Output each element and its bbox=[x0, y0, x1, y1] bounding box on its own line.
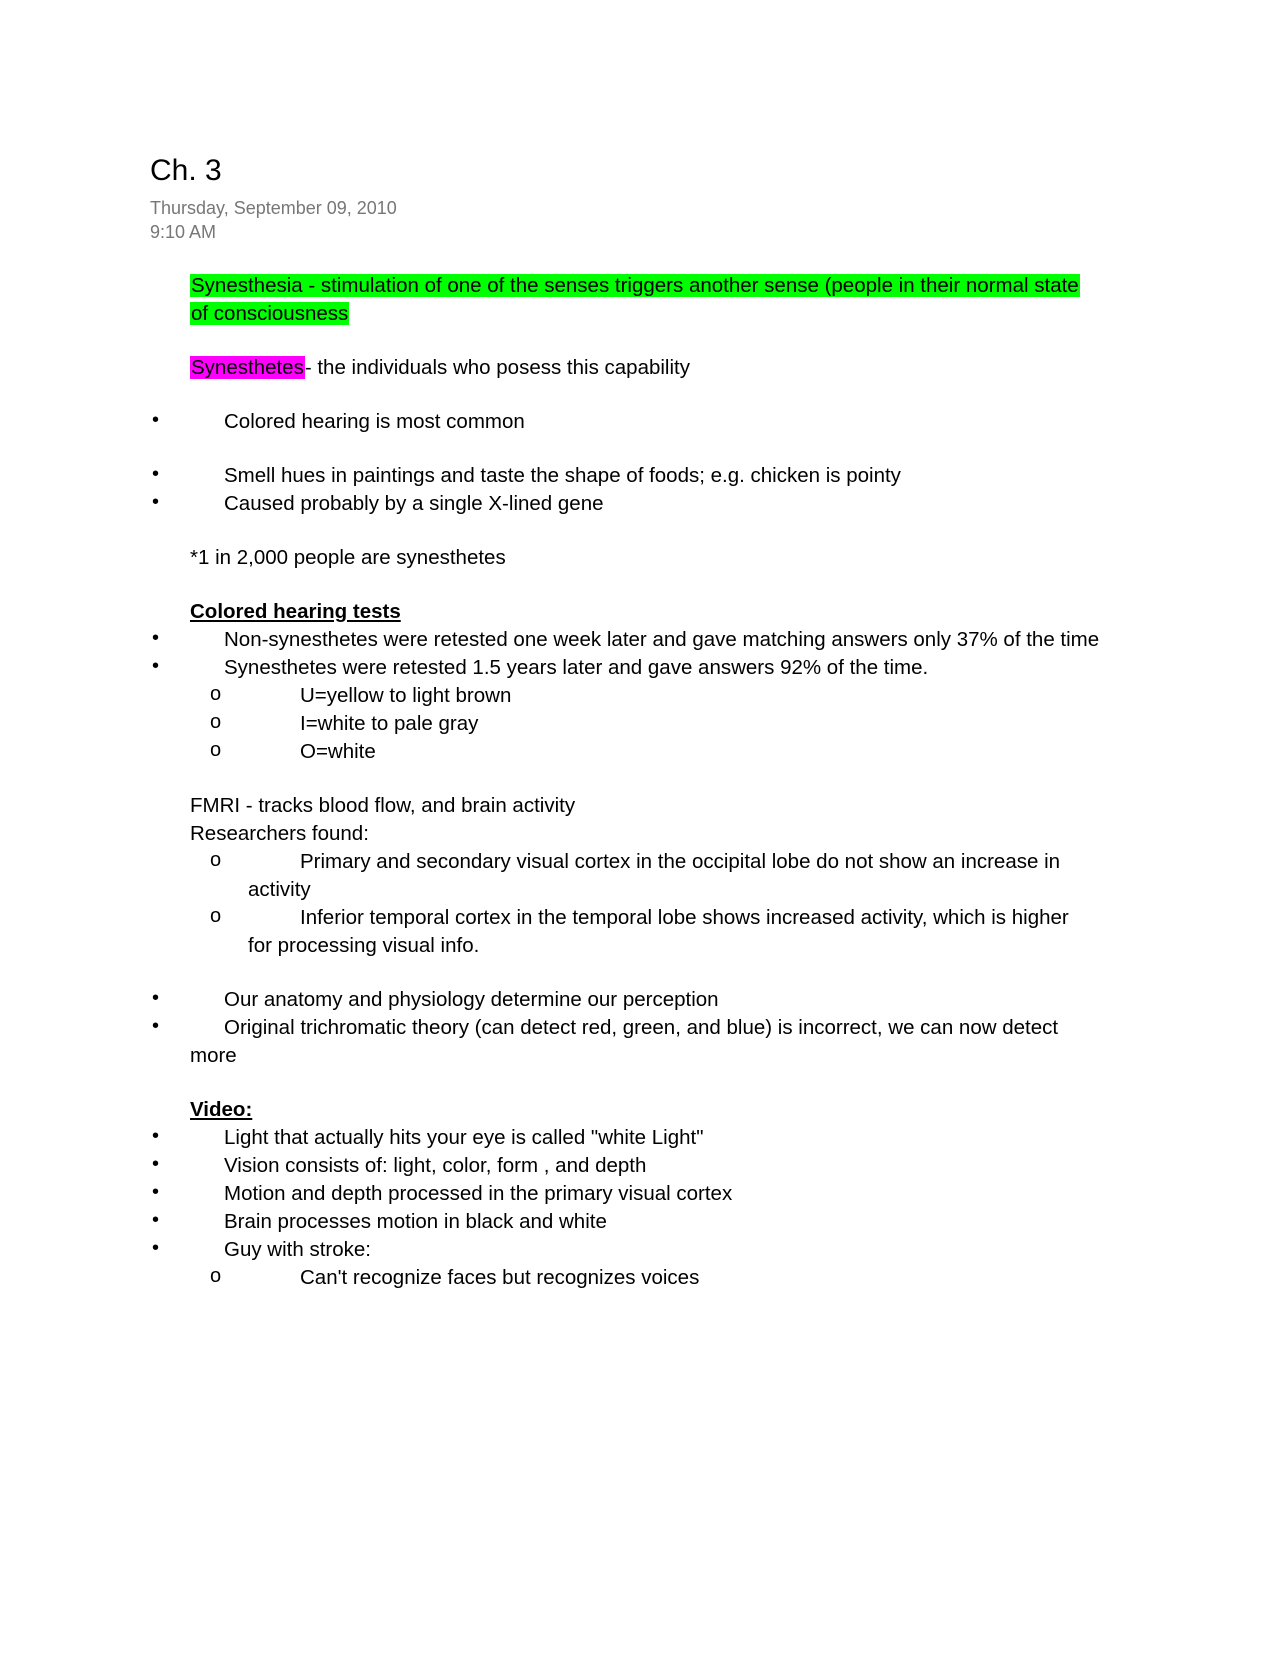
subbullet-text-continued: activity bbox=[248, 878, 311, 901]
green-highlight: of consciousness bbox=[191, 302, 349, 325]
bullet-text: Vision consists of: light, color, form , and depth bbox=[224, 1154, 647, 1177]
bullet-marker: • bbox=[152, 987, 160, 1009]
green-highlight: Synesthesia - stimulation of one of the senses triggers another sense (people in their normal state bbox=[191, 274, 1079, 297]
subbullet-marker: o bbox=[210, 849, 222, 871]
subbullet-text: O=white bbox=[300, 740, 376, 763]
synesthetes-description: - the individuals who posess this capability bbox=[304, 356, 690, 379]
bullet-marker: • bbox=[152, 1181, 160, 1203]
note-time: 9:10 AM bbox=[150, 222, 217, 242]
bullet-text: Our anatomy and physiology determine our perception bbox=[224, 988, 719, 1011]
bullet-text: Light that actually hits your eye is called "white Light" bbox=[224, 1126, 704, 1149]
bullet-marker: • bbox=[152, 1015, 160, 1037]
subbullet-text-continued: for processing visual info. bbox=[248, 934, 480, 957]
subbullet-marker: o bbox=[210, 739, 222, 761]
bullet-text-continued: more bbox=[190, 1044, 237, 1067]
bullet-marker: • bbox=[152, 655, 160, 677]
bullet-marker: • bbox=[152, 1153, 160, 1175]
subbullet-text: Primary and secondary visual cortex in the occipital lobe do not show an increase in bbox=[300, 850, 1061, 873]
heading-colored-hearing-tests: Colored hearing tests bbox=[190, 600, 401, 623]
subbullet-text: Inferior temporal cortex in the temporal lobe shows increased activity, which is higher bbox=[300, 906, 1069, 929]
bullet-marker: • bbox=[152, 1209, 160, 1231]
bullet-text: Non-synesthetes were retested one week later and gave matching answers only 37% of the time bbox=[224, 628, 1100, 651]
bullet-text: Colored hearing is most common bbox=[224, 410, 525, 433]
subbullet-text: U=yellow to light brown bbox=[300, 684, 512, 707]
subbullet-marker: o bbox=[210, 711, 222, 733]
magenta-highlight: Synesthetes bbox=[191, 356, 304, 379]
subbullet-text: I=white to pale gray bbox=[300, 712, 479, 735]
bullet-marker: • bbox=[152, 627, 160, 649]
synesthesia-definition-line2 bbox=[190, 300, 349, 328]
note-date: Thursday, September 09, 2010 bbox=[150, 198, 397, 218]
bullet-marker: • bbox=[152, 1237, 160, 1259]
bullet-text: Guy with stroke: bbox=[224, 1238, 371, 1261]
bullet-marker: • bbox=[152, 491, 160, 513]
bullet-text: Caused probably by a single X-lined gene bbox=[224, 492, 604, 515]
bullet-text: Motion and depth processed in the primary visual cortex bbox=[224, 1182, 733, 1205]
heading-video: Video: bbox=[190, 1098, 253, 1121]
bullet-marker: • bbox=[152, 409, 160, 431]
subbullet-marker: o bbox=[210, 905, 222, 927]
synesthetes-line bbox=[190, 354, 690, 382]
bullet-text: Original trichromatic theory (can detect red, green, and blue) is incorrect, we can now detect bbox=[224, 1016, 1059, 1039]
note-title: Ch. 3 bbox=[150, 154, 222, 187]
fmri-line: FMRI - tracks blood flow, and brain activity bbox=[190, 794, 576, 817]
bullet-text: Synesthetes were retested 1.5 years later and gave answers 92% of the time. bbox=[224, 656, 929, 679]
bullet-marker: • bbox=[152, 1125, 160, 1147]
bullet-marker: • bbox=[152, 463, 160, 485]
subbullet-marker: o bbox=[210, 683, 222, 705]
stat-line: *1 in 2,000 people are synesthetes bbox=[190, 546, 506, 569]
subbullet-marker: o bbox=[210, 1265, 222, 1287]
subbullet-text: Can't recognize faces but recognizes voices bbox=[300, 1266, 700, 1289]
bullet-text: Smell hues in paintings and taste the shape of foods; e.g. chicken is pointy bbox=[224, 464, 901, 487]
researchers-found: Researchers found: bbox=[190, 822, 369, 845]
bullet-text: Brain processes motion in black and white bbox=[224, 1210, 607, 1233]
synesthesia-definition-line1 bbox=[190, 272, 1080, 300]
